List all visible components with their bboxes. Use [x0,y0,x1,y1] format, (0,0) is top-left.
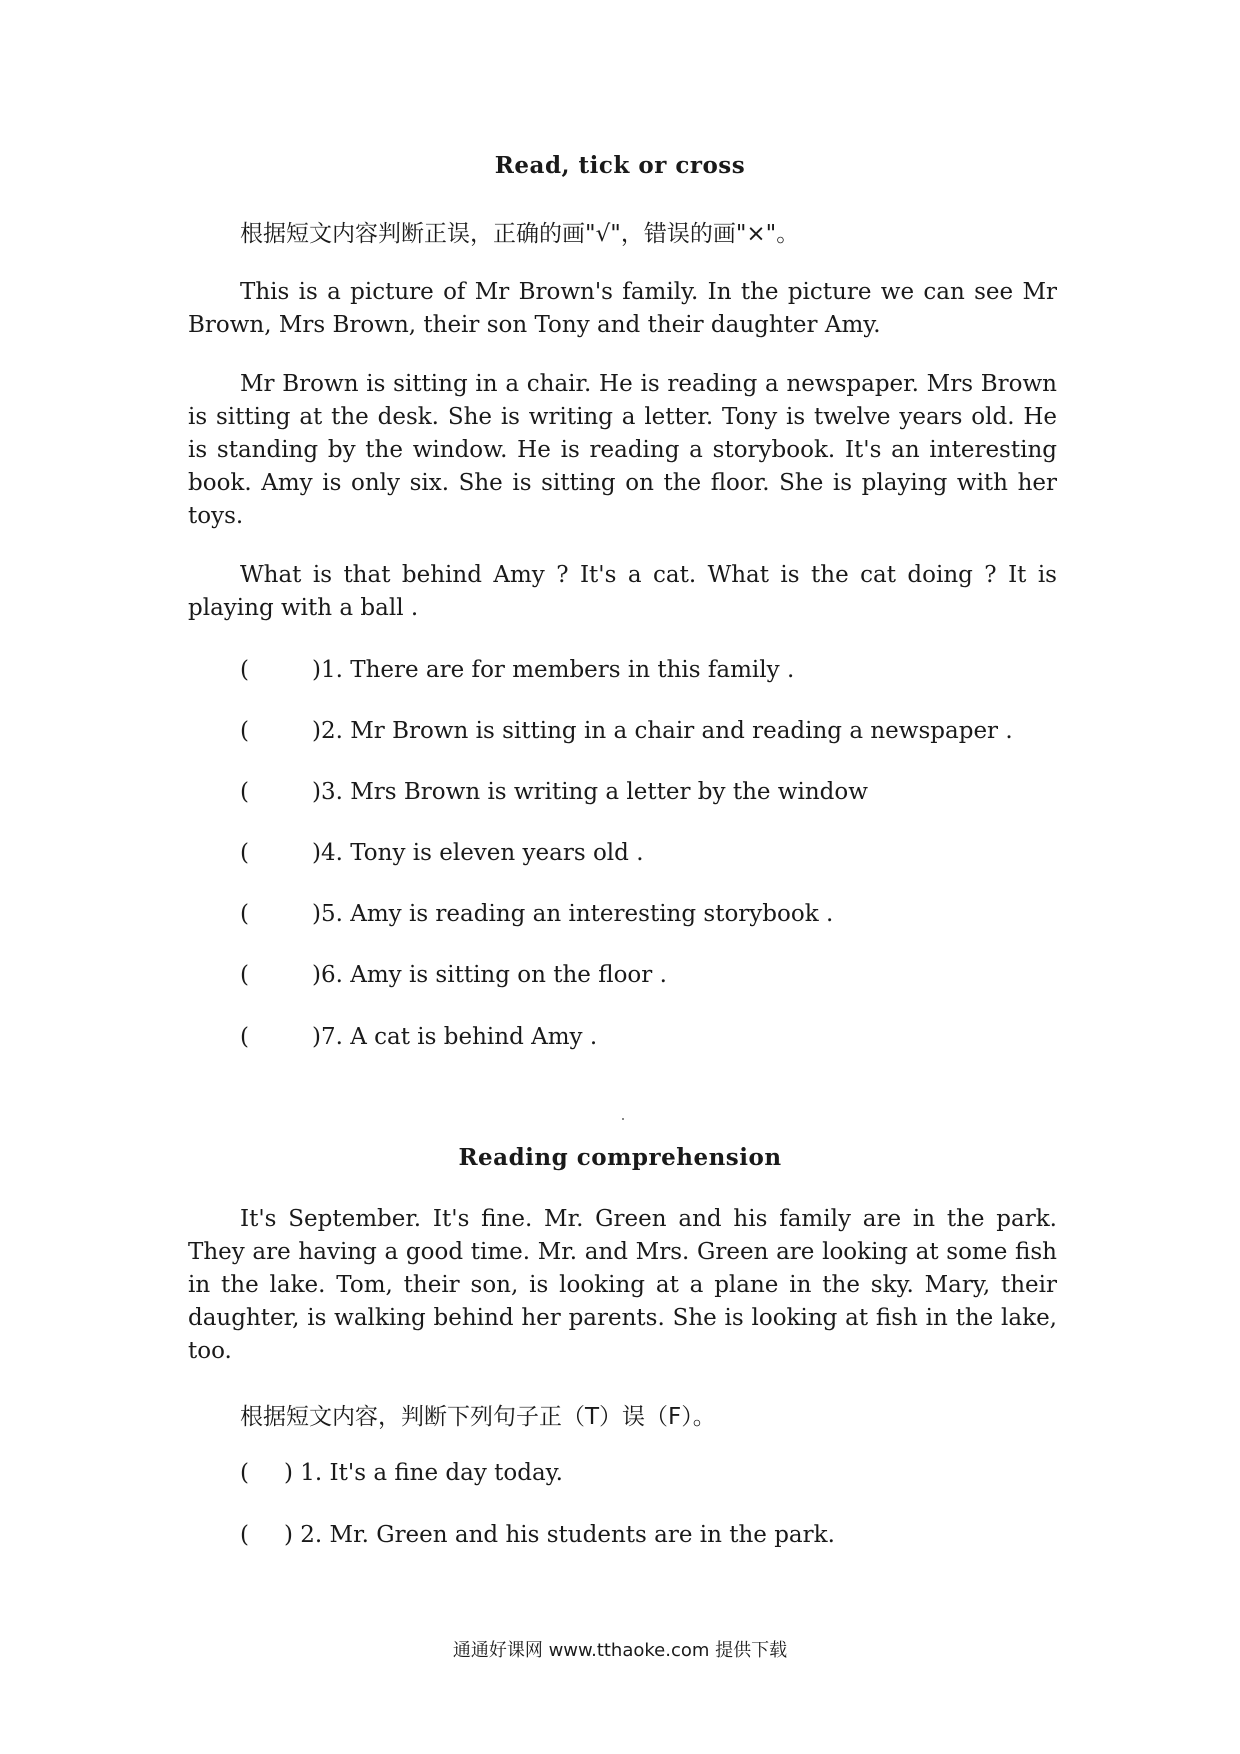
section2-paragraph: It's September. It's fine. Mr. Green and his family are in the park. They are having a good time. Mr. and Mrs. Green are looking at some fish in the lake. Tom, their son, is looking at a plane in the sky. Mary, their daughter, is walking behind her parents. She is looking at fish in the lake, too. [188,1206,1057,1364]
answer-blank[interactable]: ( [240,1522,249,1548]
stray-dot [622,1118,624,1120]
answer-blank[interactable]: ( [240,901,249,927]
question-row: ( )6. Amy is sitting on the floor . [240,962,667,988]
section1-paragraph-2: Mr Brown is sitting in a chair. He is reading a newspaper. Mrs Brown is sitting at the desk. She is writing a letter. Tony is twelve years old. He is standing by the window. He is reading a storybook. It's an interesting book. Amy is only six. She is sitting on the floor. She is playing with her toys. [188,371,1057,529]
answer-blank[interactable]: ( [240,779,249,805]
question-text: 3. Mrs Brown is writing a letter by the window [320,779,868,805]
section1-paragraph-3: What is that behind Amy ? It's a cat. What is the cat doing ? It is playing with a ball . [188,562,1057,621]
section2-instruction: 根据短文内容，判断下列句子正（T）误（F）。 [240,1404,716,1430]
question-row: ( )2. Mr Brown is sitting in a chair and reading a newspaper . [240,718,1013,744]
question-row: ( )3. Mrs Brown is writing a letter by the window [240,779,868,805]
question-row: ( ) 2. Mr. Green and his students are in the park. [240,1522,835,1548]
answer-blank[interactable]: ( [240,657,249,683]
answer-blank[interactable]: ( [240,962,249,988]
answer-blank[interactable]: ( [240,1460,249,1486]
answer-blank[interactable]: ( [240,840,249,866]
question-row: ( )1. There are for members in this family . [240,657,795,683]
question-row: ( ) 1. It's a fine day today. [240,1460,563,1486]
question-text: 4. Tony is eleven years old . [320,840,644,866]
answer-blank[interactable]: ( [240,718,249,744]
question-row: ( )4. Tony is eleven years old . [240,840,644,866]
answer-blank[interactable]: ( [240,1024,249,1050]
question-text: 2. Mr Brown is sitting in a chair and reading a newspaper . [320,718,1013,744]
section1-paragraph-1: This is a picture of Mr Brown's family. In the picture we can see Mr Brown, Mrs Brown, their son Tony and their daughter Amy. [188,279,1057,338]
question-text: 1. There are for members in this family . [320,657,795,683]
question-text: 1. It's a fine day today. [300,1460,563,1486]
question-text: 7. A cat is behind Amy . [320,1024,598,1050]
section2-title: Reading comprehension [458,1144,782,1171]
question-text: 6. Amy is sitting on the floor . [320,962,667,988]
question-text: 2. Mr. Green and his students are in the park. [300,1522,835,1548]
question-row: ( )5. Amy is reading an interesting storybook . [240,901,834,927]
section1-title: Read, tick or cross [494,152,746,179]
question-row: ( )7. A cat is behind Amy . [240,1024,598,1050]
question-text: 5. Amy is reading an interesting storybook . [320,901,834,927]
footer-text: 通通好课网 www.tthaoke.com 提供下载 [452,1640,788,1661]
section1-instruction: 根据短文内容判断正误，正确的画"√"，错误的画"×"。 [240,221,800,247]
